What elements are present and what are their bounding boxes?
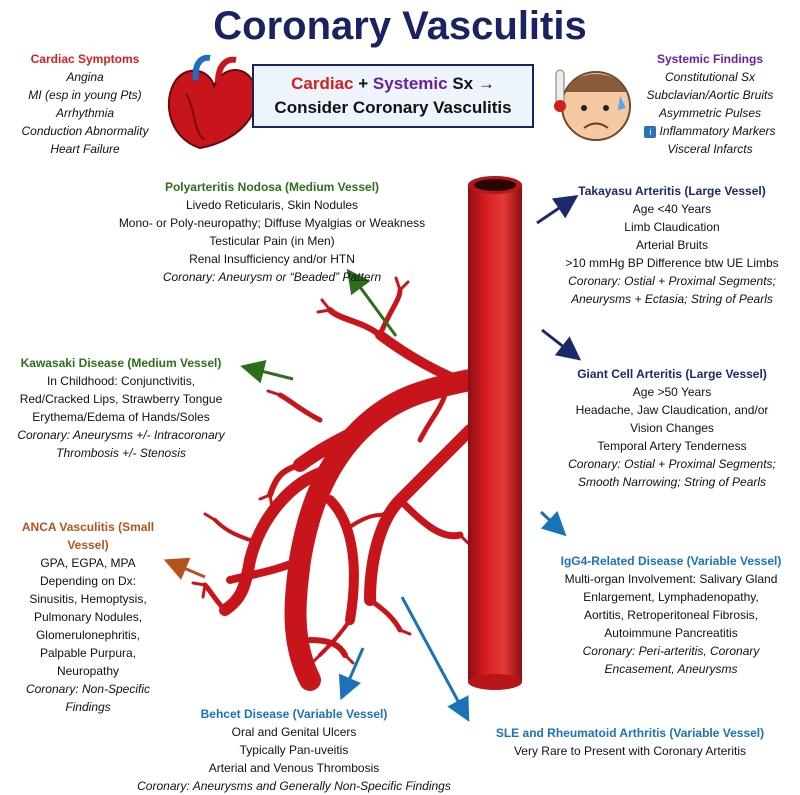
list-item: Temporal Artery Tenderness xyxy=(597,439,747,453)
list-item: Livedo Reticularis, Skin Nodules xyxy=(185,198,359,212)
coronary-note: Coronary: Peri-arteritis, Coronary xyxy=(582,644,760,658)
list-item: Palpable Purpura, xyxy=(39,646,137,660)
list-item: Depending on Dx: xyxy=(39,574,137,588)
sick-face-icon xyxy=(554,70,630,140)
coronary-note: Coronary: Ostial + Proximal Segments; xyxy=(568,457,776,471)
behcet-block xyxy=(112,705,476,795)
list-item: Pulmonary Nodules, xyxy=(33,610,143,624)
list-item: Oral and Genital Ulcers xyxy=(231,725,357,739)
list-item: Red/Cracked Lips, Strawberry Tongue xyxy=(19,392,223,406)
list-item: Arrhythmia xyxy=(55,106,114,120)
summary-box xyxy=(252,64,534,128)
kawasaki-heading: Kawasaki Disease (Medium Vessel) xyxy=(20,356,222,370)
behcet-heading: Behcet Disease (Variable Vessel) xyxy=(200,707,388,721)
kawasaki-block xyxy=(4,354,238,462)
coronary-note: Findings xyxy=(65,700,111,714)
systemic-findings-list xyxy=(622,50,798,158)
igg4-heading: IgG4-Related Disease (Variable Vessel) xyxy=(560,554,782,568)
gca-block xyxy=(556,365,788,491)
list-item: Multi-organ Involvement: Salivary Gland xyxy=(564,572,778,586)
list-item: Heart Failure xyxy=(50,142,120,156)
list-item: Visceral Infarcts xyxy=(667,142,753,156)
list-item: Age >50 Years xyxy=(632,385,712,399)
takayasu-block xyxy=(556,182,788,308)
list-item: >10 mmHg BP Difference btw UE Limbs xyxy=(565,256,779,270)
coronary-note: Coronary: Aneurysms and Generally Non-Specific Findings xyxy=(137,779,451,793)
cardiac-label: Cardiac xyxy=(291,74,354,93)
list-item: Subclavian/Aortic Bruits xyxy=(646,88,774,102)
list-item: Headache, Jaw Claudication, and/or xyxy=(575,403,769,417)
list-item: Testicular Pain (in Men) xyxy=(209,234,335,248)
list-item: Renal Insufficiency and/or HTN xyxy=(189,252,355,266)
pan-block xyxy=(96,178,448,286)
list-item: Mono- or Poly-neuropathy; Diffuse Myalgias or Weakness xyxy=(118,216,426,230)
coronary-note: Coronary: Aneurysm or “Beaded” Pattern xyxy=(162,270,382,284)
arrow-kawasaki xyxy=(249,368,293,379)
arrow-sle xyxy=(402,597,465,714)
list-item: MI (esp in young Pts) xyxy=(28,88,142,102)
list-item: Age <40 Years xyxy=(632,202,712,216)
aorta xyxy=(468,176,522,690)
coronary-branch-tree xyxy=(193,278,470,680)
list-item: Vision Changes xyxy=(630,421,714,435)
list-item: Very Rare to Present with Coronary Arteritis xyxy=(513,744,747,758)
coronary-note: Coronary: Aneurysms +/- Intracoronary xyxy=(17,428,225,442)
list-item: Erythema/Edema of Hands/Soles xyxy=(32,410,210,424)
takayasu-heading: Takayasu Arteritis (Large Vessel) xyxy=(578,184,766,198)
anca-heading: Vessel) xyxy=(67,538,109,552)
arrow-anca xyxy=(172,563,205,577)
list-item: Limb Claudication xyxy=(624,220,720,234)
coronary-note: Aneurysms + Ectasia; String of Pearls xyxy=(571,292,773,306)
systemic-label: Systemic xyxy=(372,74,448,93)
sle-ra-heading: SLE and Rheumatoid Arthritis (Variable Vessel) xyxy=(495,726,765,740)
list-item: Angina xyxy=(66,70,104,84)
list-item: Enlargement, Lymphadenopathy, xyxy=(583,590,759,604)
list-item: Conduction Abnormality xyxy=(21,124,149,138)
cardiac-symptoms-list xyxy=(8,50,162,158)
list-item: In Childhood: Conjunctivitis, xyxy=(46,374,196,388)
igg4-block xyxy=(548,552,794,678)
summary-conclusion: Consider Coronary Vasculitis xyxy=(274,98,512,117)
pan-heading: Polyarteritis Nodosa (Medium Vessel) xyxy=(164,180,380,194)
coronary-note: Coronary: Ostial + Proximal Segments; xyxy=(568,274,776,288)
heart-icon xyxy=(169,58,257,148)
coronary-note: Smooth Narrowing; String of Pearls xyxy=(577,475,767,489)
coronary-note: Coronary: Non-Specific xyxy=(25,682,151,696)
list-item: Aortitis, Retroperitoneal Fibrosis, xyxy=(583,608,759,622)
list-item: Sinusitis, Hemoptysis, xyxy=(29,592,147,606)
arrow-igg4 xyxy=(541,512,560,530)
list-item: Constitutional Sx xyxy=(664,70,756,84)
list-item: i Inflammatory Markers xyxy=(622,122,798,140)
anca-block xyxy=(8,518,168,716)
page-title: Coronary Vasculitis xyxy=(213,4,587,48)
list-item: Neuropathy xyxy=(56,664,120,678)
list-item: Asymmetric Pulses xyxy=(658,106,762,120)
info-icon: i xyxy=(644,126,656,138)
sle-ra-block xyxy=(480,724,780,760)
sx-arrow-label: Sx → xyxy=(452,74,495,93)
cardiac-symptoms-heading: Cardiac Symptoms xyxy=(30,52,140,66)
coronary-note: Thrombosis +/- Stenosis xyxy=(56,446,186,460)
list-item: Arterial Bruits xyxy=(635,238,709,252)
plus-sign: + xyxy=(358,74,369,93)
coronary-note: Encasement, Aneurysms xyxy=(604,662,738,676)
list-item: Autoimmune Pancreatitis xyxy=(604,626,738,640)
list-item: Glomerulonephritis, xyxy=(35,628,141,642)
list-item: Typically Pan-uveitis xyxy=(239,743,349,757)
systemic-findings-heading: Systemic Findings xyxy=(656,52,764,66)
arrow-gca xyxy=(542,330,574,355)
list-item: Arterial and Venous Thrombosis xyxy=(208,761,380,775)
gca-heading: Giant Cell Arteritis (Large Vessel) xyxy=(577,367,767,381)
anca-heading: ANCA Vasculitis (Small xyxy=(21,520,155,534)
list-item: GPA, EGPA, MPA xyxy=(40,556,136,570)
